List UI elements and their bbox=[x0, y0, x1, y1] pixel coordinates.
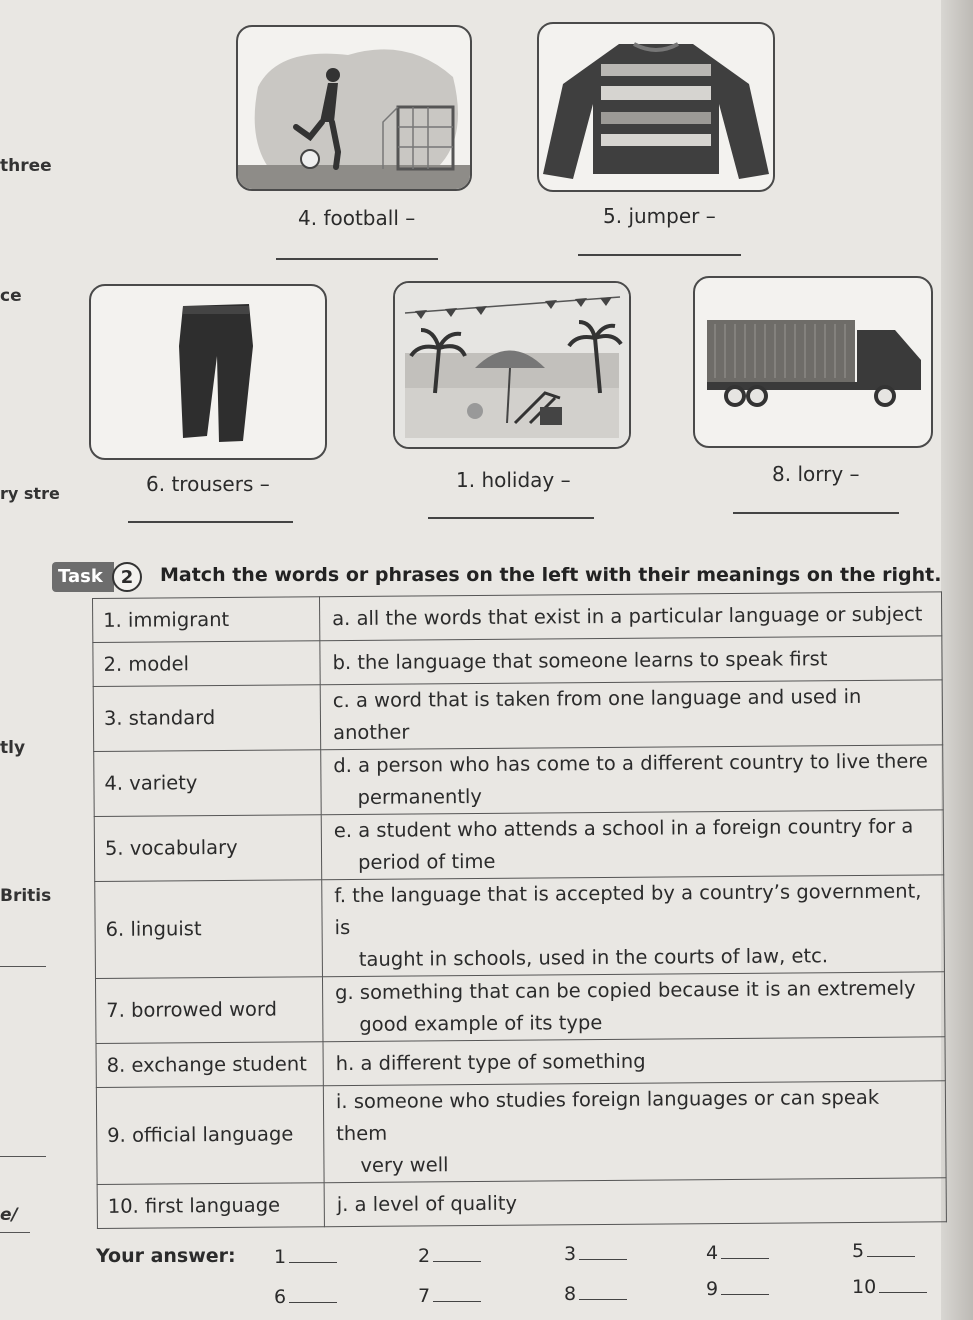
answer-number: 7 bbox=[418, 1285, 431, 1307]
table-row bbox=[96, 1037, 945, 1088]
answer-line[interactable] bbox=[867, 1255, 915, 1257]
answer-line[interactable] bbox=[433, 1260, 481, 1262]
word-cell: 2. model bbox=[93, 641, 320, 687]
margin-rule bbox=[0, 1232, 30, 1233]
meaning-line: period of time bbox=[357, 849, 496, 874]
word-cell: 8. exchange student bbox=[96, 1042, 323, 1088]
caption-holiday bbox=[456, 468, 571, 492]
answer-number: 1 bbox=[274, 1246, 287, 1268]
answer-line[interactable] bbox=[579, 1298, 627, 1300]
table-row bbox=[95, 875, 945, 979]
answer-number: 6 bbox=[274, 1286, 287, 1308]
beach-holiday-icon bbox=[395, 283, 629, 447]
answer-number: 5 bbox=[852, 1240, 865, 1262]
meaning-line: very well bbox=[360, 1153, 449, 1177]
margin-rule bbox=[0, 1156, 46, 1157]
answer-blank[interactable] bbox=[733, 512, 899, 514]
caption-number: 5. bbox=[603, 204, 623, 228]
answer-number: 3 bbox=[564, 1243, 577, 1265]
answer-number: 10 bbox=[852, 1276, 877, 1298]
answer-number: 8 bbox=[564, 1283, 577, 1305]
meaning-cell: h. a different type of something bbox=[323, 1037, 945, 1086]
word-cell: 9. official language bbox=[96, 1086, 324, 1185]
caption-dash: – bbox=[849, 462, 860, 486]
caption-number: 8. bbox=[772, 462, 792, 486]
answer-line[interactable] bbox=[433, 1300, 481, 1302]
meaning-cell bbox=[323, 1081, 946, 1183]
margin-fragment: ce bbox=[0, 286, 22, 306]
matching-table bbox=[92, 591, 947, 1229]
task-instruction: Match the words or phrases on the left with their meanings on the right. bbox=[160, 564, 942, 586]
meaning-cell: j. a level of quality bbox=[324, 1178, 946, 1227]
word-cell: 4. variety bbox=[94, 750, 322, 817]
table-row bbox=[93, 680, 942, 752]
picture-trousers bbox=[89, 284, 327, 460]
answer-blank[interactable] bbox=[128, 521, 293, 523]
caption-trousers bbox=[146, 472, 270, 496]
table-row bbox=[97, 1178, 946, 1229]
answer-line[interactable] bbox=[721, 1257, 769, 1259]
margin-rule bbox=[0, 966, 46, 967]
meaning-cell: a. all the words that exist in a particular language or subject bbox=[319, 592, 941, 641]
margin-fragment: three bbox=[0, 156, 52, 176]
answer-blank[interactable] bbox=[428, 517, 594, 519]
answer-line[interactable] bbox=[289, 1301, 337, 1303]
meaning-cell: b. the language that someone learns to speak first bbox=[320, 636, 942, 685]
picture-holiday bbox=[393, 281, 631, 449]
caption-dash: – bbox=[405, 206, 416, 230]
trousers-icon bbox=[91, 286, 325, 458]
caption-jumper bbox=[603, 204, 716, 228]
task-badge: Task bbox=[52, 562, 114, 592]
answer-slot[interactable] bbox=[564, 1243, 627, 1265]
caption-word: trousers bbox=[171, 472, 254, 496]
caption-word: lorry bbox=[797, 462, 844, 486]
word-cell: 1. immigrant bbox=[93, 597, 320, 643]
caption-football bbox=[298, 206, 415, 230]
table-row bbox=[93, 592, 942, 643]
word-cell: 7. borrowed word bbox=[95, 977, 323, 1044]
margin-fragment: e/ bbox=[0, 1205, 18, 1225]
meaning-cell bbox=[321, 745, 943, 815]
picture-football bbox=[236, 25, 472, 191]
answer-number: 4 bbox=[706, 1242, 719, 1264]
answer-slot[interactable] bbox=[564, 1283, 627, 1305]
table-row bbox=[96, 1081, 946, 1185]
answer-blank[interactable] bbox=[578, 254, 741, 256]
word-cell: 6. linguist bbox=[95, 880, 323, 979]
answer-slot[interactable] bbox=[852, 1276, 927, 1298]
table-row bbox=[93, 636, 942, 687]
task-number: 2 bbox=[112, 562, 142, 592]
meaning-line: i. someone who studies foreign languages or can speak them bbox=[335, 1085, 880, 1146]
word-cell: 3. standard bbox=[93, 685, 321, 752]
picture-lorry bbox=[693, 276, 933, 448]
meaning-line: permanently bbox=[357, 784, 482, 809]
answer-line[interactable] bbox=[579, 1258, 627, 1260]
answer-slot[interactable] bbox=[706, 1278, 769, 1300]
table-row bbox=[94, 810, 943, 882]
caption-number: 1. bbox=[456, 468, 476, 492]
caption-dash: – bbox=[705, 204, 716, 228]
picture-jumper bbox=[537, 22, 775, 192]
football-scene-icon bbox=[238, 27, 470, 189]
caption-dash: – bbox=[259, 472, 270, 496]
caption-number: 4. bbox=[298, 206, 318, 230]
margin-fragment: ry stre bbox=[0, 484, 60, 503]
meaning-cell bbox=[322, 875, 945, 977]
answer-number: 2 bbox=[418, 1245, 431, 1267]
margin-fragment: tly bbox=[0, 738, 26, 758]
caption-dash: – bbox=[560, 468, 571, 492]
answer-number: 9 bbox=[706, 1278, 719, 1300]
meaning-line: good example of its type bbox=[359, 1011, 603, 1036]
answer-blank[interactable] bbox=[276, 258, 438, 260]
table-row bbox=[94, 745, 943, 817]
jumper-icon bbox=[539, 24, 773, 190]
meaning-cell bbox=[321, 810, 943, 880]
lorry-icon bbox=[695, 278, 931, 446]
meaning-cell bbox=[322, 972, 944, 1042]
answer-slot[interactable] bbox=[418, 1245, 481, 1267]
answer-slot[interactable] bbox=[852, 1240, 915, 1262]
caption-word: jumper bbox=[628, 204, 700, 228]
meaning-cell: c. a word that is taken from one language and used in another bbox=[320, 680, 942, 750]
caption-number: 6. bbox=[146, 472, 166, 496]
answer-slot[interactable] bbox=[706, 1242, 769, 1264]
answer-line[interactable] bbox=[879, 1291, 927, 1293]
meaning-line: g. something that can be copied because it is an extremely bbox=[335, 976, 916, 1005]
caption-lorry bbox=[772, 462, 860, 486]
meaning-line: taught in schools, used in the courts of law, etc. bbox=[358, 944, 829, 971]
answer-line[interactable] bbox=[289, 1261, 337, 1263]
answer-line[interactable] bbox=[721, 1293, 769, 1295]
table-row bbox=[95, 972, 944, 1044]
meaning-line: f. the language that is accepted by a country’s government, is bbox=[334, 879, 922, 940]
meaning-line: e. a student who attends a school in a foreign country for a bbox=[333, 814, 914, 843]
word-cell: 5. vocabulary bbox=[94, 815, 322, 882]
word-cell: 10. first language bbox=[97, 1183, 324, 1229]
caption-word: holiday bbox=[481, 468, 555, 492]
caption-word: football bbox=[323, 206, 399, 230]
answer-slot[interactable] bbox=[418, 1285, 481, 1307]
answer-slot[interactable] bbox=[274, 1286, 337, 1308]
answer-label: Your answer: bbox=[96, 1245, 236, 1267]
meaning-line: d. a person who has come to a different country to live there bbox=[333, 749, 928, 778]
margin-fragment: Britis bbox=[0, 886, 52, 906]
answer-slot[interactable] bbox=[274, 1246, 337, 1268]
